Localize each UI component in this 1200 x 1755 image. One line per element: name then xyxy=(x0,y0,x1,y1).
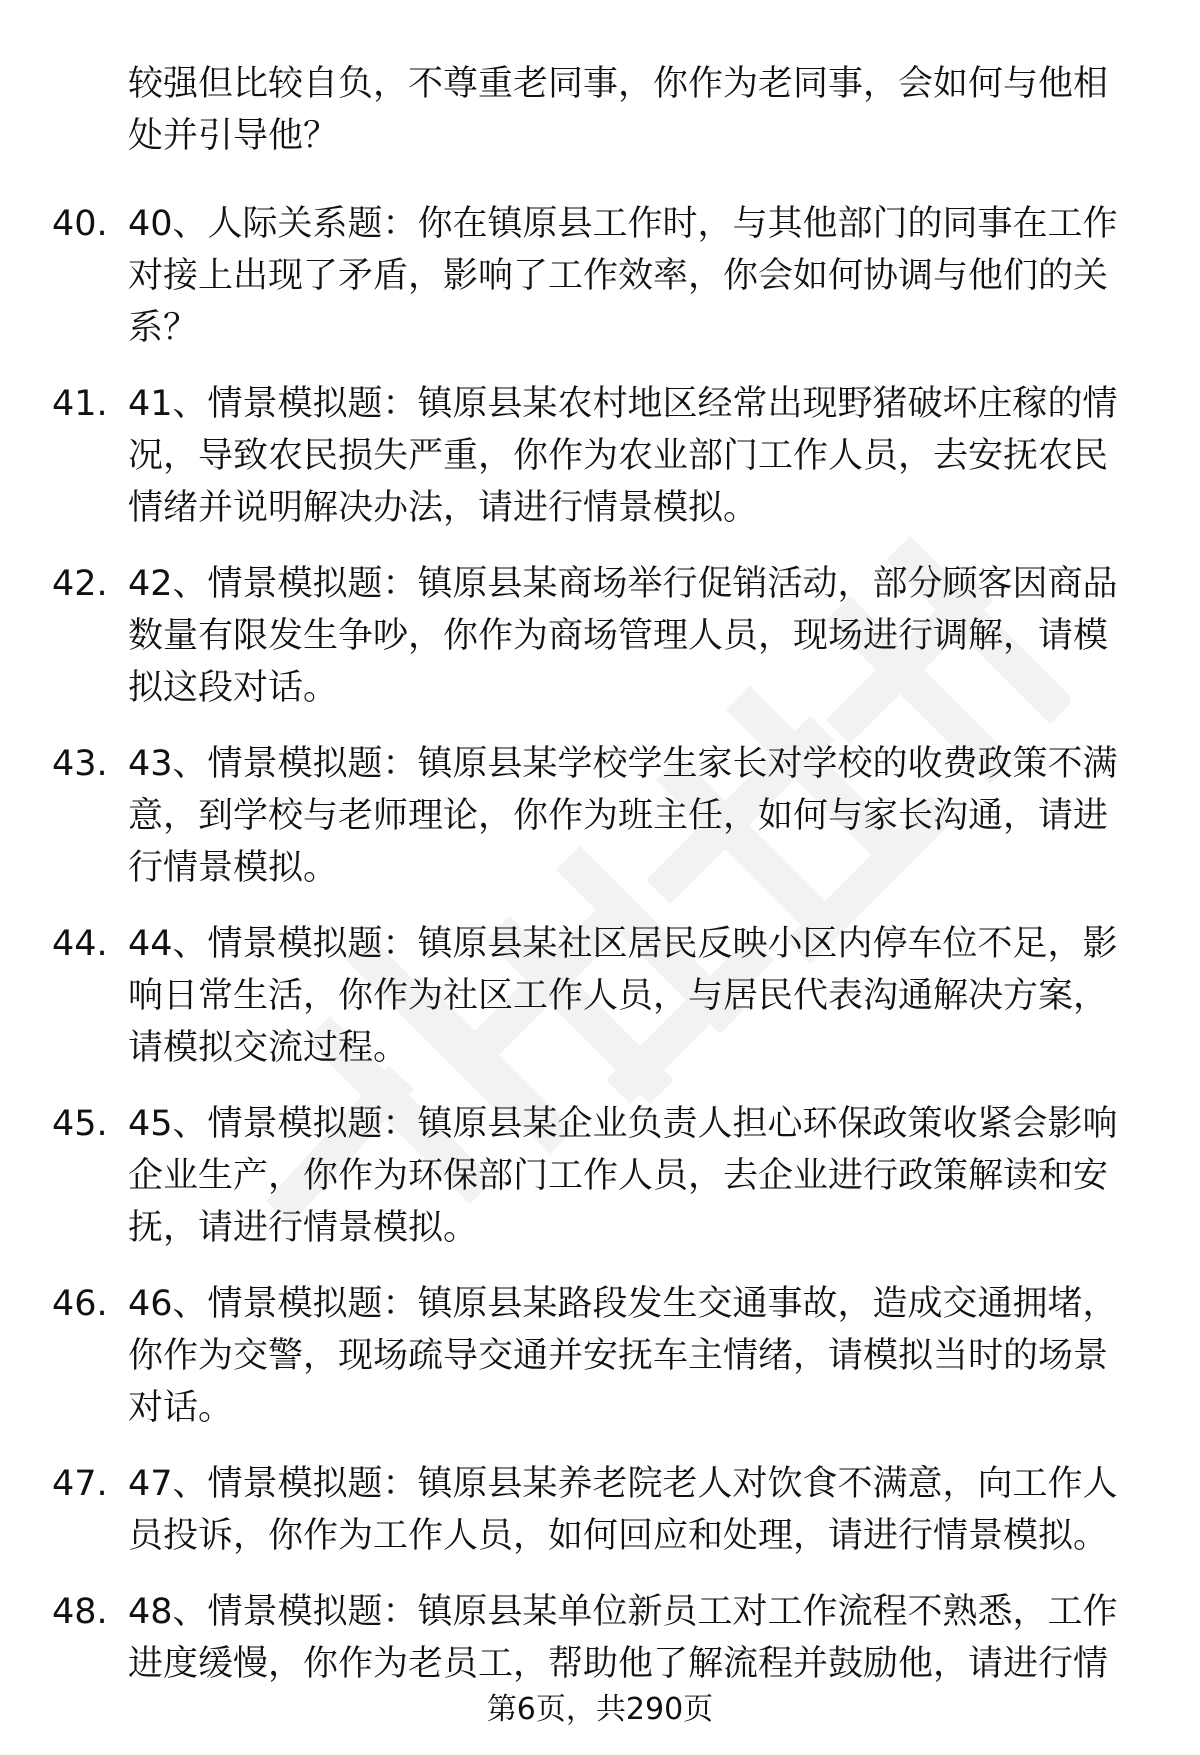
list-item xyxy=(0,1586,1200,1690)
item-text: 46、情景模拟题：镇原县某路段发生交通事故，造成交通拥堵，你作为交警，现场疏导交通并安抚车主情绪，请模拟当时的场景对话。 xyxy=(128,1284,1118,1428)
item-text: 42、情景模拟题：镇原县某商场举行促销活动，部分顾客因商品数量有限发生争吵，你作为商场管理人员，现场进行调解，请模拟这段对话。 xyxy=(128,564,1118,708)
item-text: 47、情景模拟题：镇原县某养老院老人对饮食不满意，向工作人员投诉，你作为工作人员，如何回应和处理，请进行情景模拟。 xyxy=(128,1464,1118,1556)
question-list xyxy=(0,198,1200,1714)
page-number-footer: 第6页，共290页 xyxy=(486,1692,714,1727)
item-number: 43. xyxy=(52,744,108,784)
list-item xyxy=(0,1278,1200,1434)
list-item xyxy=(0,198,1200,354)
item-number: 45. xyxy=(52,1104,108,1144)
item-number: 48. xyxy=(52,1592,108,1632)
item-number: 44. xyxy=(52,924,108,964)
item-text: 40、人际关系题：你在镇原县工作时，与其他部门的同事在工作对接上出现了矛盾，影响了工作效率，你会如何协调与他们的关系？ xyxy=(128,204,1118,348)
list-item xyxy=(0,558,1200,714)
item-text: 43、情景模拟题：镇原县某学校学生家长对学校的收费政策不满意，到学校与老师理论，你作为班主任，如何与家长沟通，请进行情景模拟。 xyxy=(128,744,1118,888)
item-number: 46. xyxy=(52,1284,108,1324)
list-item xyxy=(0,738,1200,894)
item-number: 47. xyxy=(52,1464,108,1504)
list-item xyxy=(0,918,1200,1074)
list-item xyxy=(0,1458,1200,1562)
item-text: 44、情景模拟题：镇原县某社区居民反映小区内停车位不足，影响日常生活，你作为社区工作人员，与居民代表沟通解决方案，请模拟交流过程。 xyxy=(128,924,1118,1068)
item-text: 48、情景模拟题：镇原县某单位新员工对工作流程不熟悉，工作进度缓慢，你作为老员工，帮助他了解流程并鼓励他，请进行情 xyxy=(128,1592,1118,1684)
item-number: 40. xyxy=(52,204,108,244)
list-item xyxy=(0,1098,1200,1254)
item-number: 41. xyxy=(52,384,108,424)
item-text: 45、情景模拟题：镇原县某企业负责人担心环保政策收紧会影响企业生产，你作为环保部门工作人员，去企业进行政策解读和安抚，请进行情景模拟。 xyxy=(128,1104,1118,1248)
item-text: 41、情景模拟题：镇原县某农村地区经常出现野猪破坏庄稼的情况，导致农民损失严重，你作为农业部门工作人员，去安抚农民情绪并说明解决办法，请进行情景模拟。 xyxy=(128,384,1118,528)
continued-question-text: 较强但比较自负，不尊重老同事，你作为老同事，会如何与他相处并引导他？ xyxy=(128,64,1109,156)
list-item xyxy=(0,378,1200,534)
item-number: 42. xyxy=(52,564,108,604)
